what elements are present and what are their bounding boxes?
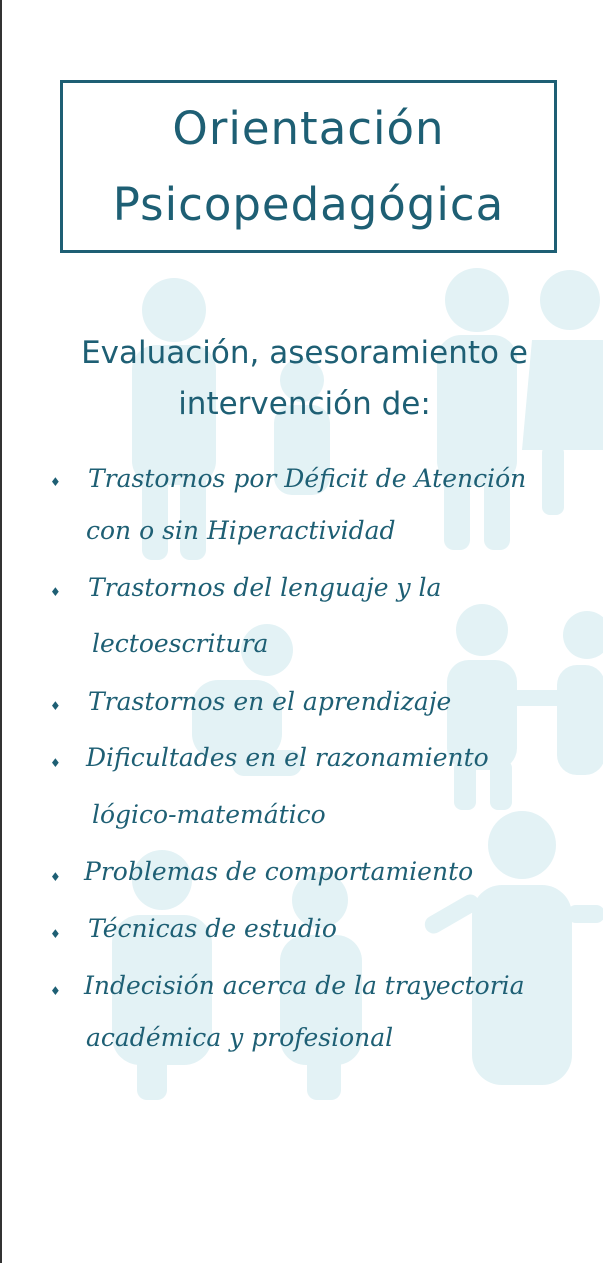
title-line-1: Orientación	[172, 101, 445, 155]
diamond-bullet-icon: ♦	[50, 585, 61, 599]
list-item-line: Problemas de comportamiento	[84, 857, 474, 886]
diamond-bullet-icon: ♦	[50, 699, 61, 713]
diamond-bullet-icon: ♦	[50, 927, 61, 941]
diamond-bullet-icon: ♦	[50, 870, 61, 884]
diamond-bullet-icon: ♦	[50, 475, 61, 489]
subtitle-line-1: Evaluación, asesoramiento e	[81, 335, 528, 371]
diamond-bullet-icon: ♦	[50, 756, 61, 770]
diamond-bullet-icon: ♦	[50, 984, 61, 998]
list-item-line: lógico-matemático	[92, 800, 326, 829]
subtitle-line-2: intervención de:	[178, 386, 431, 422]
list-item-line: académica y profesional	[86, 1023, 394, 1052]
list-item-line: Trastornos del lenguaje y la	[88, 573, 442, 602]
list-item-line: Técnicas de estudio	[88, 914, 337, 943]
list-item-line: lectoescritura	[92, 629, 269, 658]
list-item-line: Dificultades en el razonamiento	[86, 743, 489, 772]
list-item-line: con o sin Hiperactividad	[86, 516, 396, 545]
title-box	[60, 80, 557, 253]
subtitle	[4, 328, 603, 430]
list-item-line: Trastornos en el aprendizaje	[88, 687, 452, 716]
list-item-line: Trastornos por Déficit de Atención	[88, 464, 527, 493]
title-line-2: Psicopedagógica	[112, 177, 505, 231]
list-item-line: Indecisión acerca de la trayectoria	[84, 971, 525, 1000]
